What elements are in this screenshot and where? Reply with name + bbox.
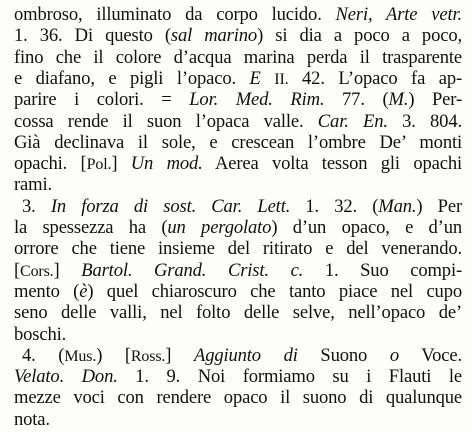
citation-text: un pergolato (167, 217, 272, 238)
body-text: [ (14, 259, 21, 281)
citation-text: Bartol. Grand. Crist. (81, 259, 269, 281)
citation-text: sal marino (170, 25, 258, 47)
body-text: 1. Suo compi- (303, 259, 462, 281)
body-text: II. (274, 70, 289, 88)
body-text: Già declinava il sole, e crescean l’ombre De’ monti (14, 131, 462, 153)
citation-text: Man. (378, 195, 417, 217)
body-text (269, 260, 291, 281)
body-text: ] (111, 153, 131, 175)
body-text: ) si dia a poco a poco, (257, 25, 462, 47)
citation-text: è (79, 280, 88, 302)
body-text: 1. 32. ( (290, 195, 379, 217)
body-text: ) [ (96, 344, 131, 366)
citation-text: In forza di sost. Car. Lett. (50, 195, 291, 217)
body-text: 3. 804. (387, 110, 462, 132)
citation-text: Car. En. (317, 110, 388, 132)
body-text: e diafano, e pigli l’opaco. (14, 67, 250, 89)
body-text: Aerea volta tesson gli opachi (202, 153, 462, 175)
citation-text: M. (388, 89, 409, 111)
body-text: Ross. (130, 347, 166, 365)
body-text: cossa rende il suon l’opaca valle. (14, 110, 318, 132)
body-text: 3. (22, 195, 51, 217)
body-text: Voce. (398, 344, 462, 366)
body-text: 4. ( (22, 344, 65, 366)
body-text: 1. 36. Di questo ( (14, 25, 171, 47)
body-text: Pol. (86, 156, 112, 174)
body-text: rami. (14, 174, 52, 196)
body-text: parire i colori. = (14, 89, 190, 111)
body-text: ) Per (416, 195, 462, 217)
body-text: mento ( (14, 280, 80, 302)
body-text: ] (165, 344, 194, 366)
body-text: Cors. (20, 262, 54, 280)
citation-text: Velato. Don. (14, 366, 118, 388)
citation-text: Neri, Arte vetr. (335, 4, 462, 25)
body-text: ) d’un opaco, e d’un (271, 217, 462, 238)
body-text: ) Per- (408, 89, 462, 111)
body-text: Mus. (64, 347, 97, 365)
body-text: mezze voci con rendere opaco il suono di qualunque (14, 387, 462, 409)
body-text: fino che il colore d’acqua marina perda il trasparente (14, 46, 462, 68)
body-text: ombroso, illuminato da corpo lucido. (14, 4, 336, 25)
citation-text: o (389, 344, 399, 366)
body-text: nota. (14, 408, 50, 430)
body-text: boschi. (14, 323, 67, 345)
citation-text: Aggiunto di (193, 344, 298, 366)
body-text (261, 68, 275, 89)
body-text: Suono (297, 344, 390, 366)
body-text: 1. 9. Noi formiamo su i Flauti le (117, 366, 462, 388)
citation-text: Lor. Med. Rim. (189, 89, 325, 111)
citation-text: Un mod. (130, 153, 203, 175)
body-text: ) quel chiaroscuro che tanto piace nel cupo (87, 280, 462, 302)
body-text: 42. L’opaco fa ap- (288, 67, 462, 89)
body-text: opachi. [ (14, 153, 87, 175)
body-text: la spessezza ha ( (14, 217, 168, 238)
body-text: seno delle valli, nel folto delle selve, nell’opaco de’ (14, 302, 462, 324)
body-text: ] (53, 259, 82, 281)
citation-text: c. (290, 259, 304, 281)
body-text: 77. ( (324, 89, 389, 111)
body-text: orrore che tiene insieme del ritirato e del venerando. (14, 238, 462, 260)
citation-text: E (249, 67, 261, 89)
text-line (14, 408, 462, 432)
